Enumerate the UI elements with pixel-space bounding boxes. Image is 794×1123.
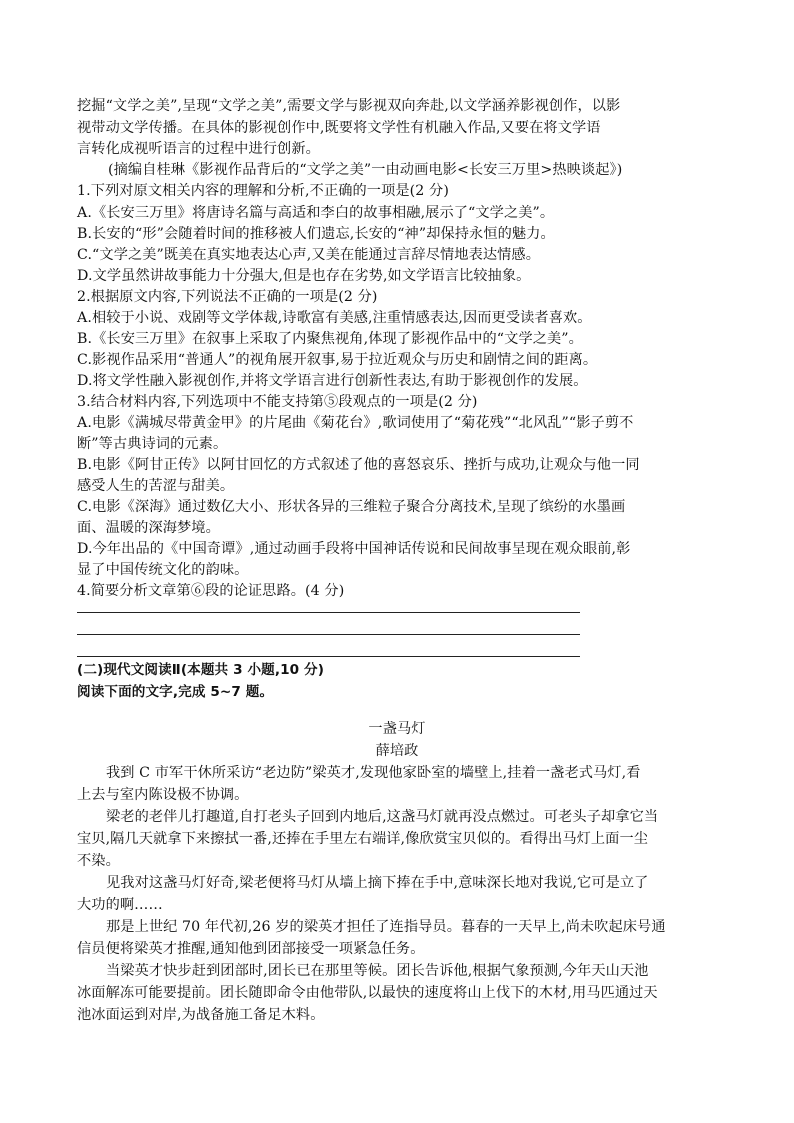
question-3-option-a-line-2: 断”等古典诗词的元素。 bbox=[77, 436, 228, 452]
question-2-option-c: C.影视作品采用“普通人”的视角展开叙事,易于拉近观众与历史和剧情之间的距离。 bbox=[77, 352, 598, 368]
question-1-option-a: A.《长安三万里》将唐诗名篇与高适和李白的故事相融,展示了“文学之美”。 bbox=[77, 205, 555, 221]
story-line-11: 冰面解冻可能要提前。团长随即命令由他带队,以最快的速度将山上伐下的木材,用马匹通过天 bbox=[77, 985, 658, 1001]
question-1-stem: 1.下列对原文相关内容的理解和分析,不正确的一项是(2 分) bbox=[77, 183, 449, 199]
story-line-1: 我到 C 市军干休所采访“老边防”梁英才,发现他家卧室的墙壁上,挂着一盏老式马灯,看 bbox=[106, 765, 641, 781]
section-instruction: 阅读下面的文字,完成 5~7 题。 bbox=[77, 684, 274, 700]
question-2-option-b: B.《长安三万里》在叙事上采取了内聚焦视角,体现了影视作品中的“文学之美”。 bbox=[77, 331, 583, 347]
question-2-option-a: A.相较于小说、戏剧等文学体裁,诗歌富有美感,注重情感表达,因而更受读者喜欢。 bbox=[77, 310, 592, 326]
question-1-option-d: D.文学虽然讲故事能力十分强大,但是也存在劣势,如文学语言比较抽象。 bbox=[77, 268, 531, 284]
passage-line-3: 言转化成视听语言的过程中进行创新。 bbox=[77, 141, 320, 157]
story-line-2: 上去与室内陈设极不协调。 bbox=[77, 787, 249, 803]
story-line-8: 那是上世纪 70 年代初,26 岁的梁英才担任了连指导员。暮春的一天早上,尚未吹起床号通 bbox=[106, 919, 666, 935]
story-line-5: 不染。 bbox=[77, 853, 120, 869]
story-line-7: 大功的啊…… bbox=[77, 897, 163, 913]
story-line-12: 池冰面运到对岸,为战备施工备足木料。 bbox=[77, 1007, 325, 1023]
story-line-4: 宝贝,隔几天就拿下来擦拭一番,还捧在手里左右端详,像欣赏宝贝似的。看得出马灯上面一尘 bbox=[77, 831, 649, 847]
question-3-option-b-line-2: 感受人生的苦涩与甜美。 bbox=[77, 478, 235, 494]
story-line-3: 梁老的老伴儿打趣道,自打老头子回到内地后,这盏马灯就再没点燃过。可老头子却拿它当 bbox=[106, 809, 659, 825]
section-heading: (二)现代文阅读Ⅱ(本题共 3 小题,10 分) bbox=[77, 662, 325, 678]
question-4-stem: 4.简要分析文章第⑥段的论证思路。(4 分) bbox=[77, 583, 345, 599]
question-1-option-b: B.长安的“形”会随着时间的推移被人们遗忘,长安的“神”却保持永恒的魅力。 bbox=[77, 226, 555, 242]
answer-line-1[interactable] bbox=[77, 612, 580, 613]
question-2-option-d: D.将文学性融入影视创作,并将文学语言进行创新性表达,有助于影视创作的发展。 bbox=[77, 373, 588, 389]
passage-line-2: 视带动文学传播。在具体的影视创作中,既要将文学性有机融入作品,又要在将文学语 bbox=[77, 120, 601, 136]
story-title: 一盏马灯 bbox=[368, 721, 426, 737]
story-line-9: 信员便将梁英才推醒,通知他到团部接受一项紧急任务。 bbox=[77, 941, 425, 957]
question-3-stem: 3.结合材料内容,下列选项中不能支持第⑤段观点的一项是(2 分) bbox=[77, 394, 478, 410]
answer-line-3[interactable] bbox=[77, 656, 580, 657]
question-2-stem: 2.根据原文内容,下列说法不正确的一项是(2 分) bbox=[77, 289, 378, 305]
passage-citation: (摘编自桂琳《影视作品背后的“文学之美”一由动画电影<长安三万里>热映谈起》) bbox=[108, 162, 623, 178]
question-3-option-c-line-1: C.电影《深海》通过数亿大小、形状各异的三维粒子聚合分离技术,呈现了缤纷的水墨画 bbox=[77, 499, 626, 515]
passage-line-1: 挖掘“文学之美”,呈现“文学之美”,需要文学与影视双向奔赴,以文学涵养影视创作，以影 bbox=[77, 98, 621, 114]
question-3-option-b-line-1: B.电影《阿甘正传》以阿甘回忆的方式叙述了他的喜怒哀乐、挫折与成功,让观众与他一同 bbox=[77, 457, 640, 473]
question-1-option-c: C.“文学之美”既美在真实地表达心声,又美在能通过言辞尽情地表达情感。 bbox=[77, 247, 541, 263]
question-3-option-c-line-2: 面、温暖的深海梦境。 bbox=[77, 520, 220, 536]
story-line-6: 见我对这盏马灯好奇,梁老便将马灯从墙上摘下捧在手中,意味深长地对我说,它可是立了 bbox=[106, 875, 649, 891]
question-3-option-d-line-2: 显了中国传统文化的韵味。 bbox=[77, 562, 249, 578]
story-author: 薛培政 bbox=[375, 743, 419, 759]
story-line-10: 当梁英才快步赶到团部时,团长已在那里等候。团长告诉他,根据气象预测,今年天山天池 bbox=[106, 963, 649, 979]
question-3-option-a-line-1: A.电影《满城尽带黄金甲》的片尾曲《菊花台》,歌词使用了“菊花残”“北风乱”“影子剪不 bbox=[77, 415, 634, 431]
answer-line-2[interactable] bbox=[77, 634, 580, 635]
question-3-option-d-line-1: D.今年出品的《中国奇谭》,通过动画手段将中国神话传说和民间故事呈现在观众眼前,彰 bbox=[77, 541, 631, 557]
